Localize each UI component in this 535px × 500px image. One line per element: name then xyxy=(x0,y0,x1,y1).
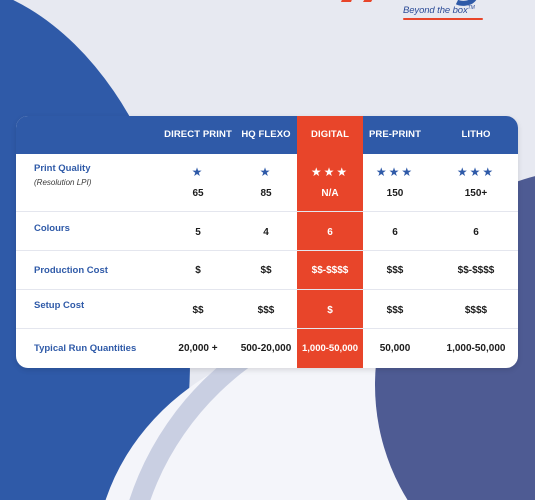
cell-run-quantities-pre-print: 50,000 xyxy=(379,343,411,354)
cell-production-cost-pre-print: $$$ xyxy=(386,265,404,276)
column-header-hq-flexo: HQ FLEXO xyxy=(241,129,291,140)
cell-setup-cost-direct-print: $$ xyxy=(192,305,204,316)
cell-run-quantities-litho: 1,000-50,000 xyxy=(446,343,506,354)
column-header-pre-print: PRE-PRINT xyxy=(368,129,422,140)
rating-stars-hq-flexo: ★ xyxy=(259,165,273,179)
cell-setup-cost-pre-print: $$$ xyxy=(386,305,404,316)
cell-production-cost-hq-flexo: $$ xyxy=(260,265,272,276)
tagline-underline xyxy=(403,18,483,20)
cell-print-quality-litho: 150+ xyxy=(464,188,488,199)
cell-production-cost-direct-print: $ xyxy=(195,265,201,276)
row-label-print-quality: Print Quality xyxy=(34,163,91,174)
cell-colours-digital: 6 xyxy=(327,227,333,238)
row-label-colours: Colours xyxy=(34,223,70,234)
cell-production-cost-digital: $$-$$$$ xyxy=(311,265,349,276)
cell-print-quality-digital: N/A xyxy=(321,188,339,199)
cell-print-quality-pre-print: 150 xyxy=(386,188,404,199)
brand-logo xyxy=(341,0,491,22)
cell-setup-cost-hq-flexo: $$$ xyxy=(257,305,275,316)
cell-setup-cost-digital: $ xyxy=(327,305,333,316)
comparison-table xyxy=(16,116,518,368)
column-header-direct-print: DIRECT PRINT xyxy=(164,129,232,140)
cell-colours-direct-print: 5 xyxy=(195,227,201,238)
cell-print-quality-hq-flexo: 85 xyxy=(260,188,272,199)
cell-colours-pre-print: 6 xyxy=(392,227,398,238)
cell-run-quantities-direct-print: 20,000 + xyxy=(178,343,218,354)
rating-stars-litho: ★★★ xyxy=(456,165,496,179)
rating-stars-digital: ★★★ xyxy=(310,165,350,179)
row-divider xyxy=(16,328,518,329)
cell-run-quantities-digital: 1,000-50,000 xyxy=(302,343,358,354)
row-label-setup-cost: Setup Cost xyxy=(34,300,85,311)
row-label-typical-run-quantities: Typical Run Quantities xyxy=(34,343,137,354)
cell-colours-litho: 6 xyxy=(473,227,479,238)
row-divider xyxy=(16,211,518,212)
column-header-digital: DIGITAL xyxy=(311,129,349,140)
column-header-litho: LITHO xyxy=(461,129,491,140)
cell-colours-hq-flexo: 4 xyxy=(263,227,269,238)
cell-print-quality-direct-print: 65 xyxy=(192,188,204,199)
cell-production-cost-litho: $$-$$$$ xyxy=(457,265,495,276)
row-sublabel-resolution: (Resolution LPI) xyxy=(34,178,92,187)
row-divider xyxy=(16,250,518,251)
rating-stars-direct-print: ★ xyxy=(191,165,205,179)
cell-run-quantities-hq-flexo: 500-20,000 xyxy=(240,343,292,354)
cell-setup-cost-litho: $$$$ xyxy=(464,305,488,316)
row-divider xyxy=(16,289,518,290)
rating-stars-pre-print: ★★★ xyxy=(375,165,415,179)
trademark-mark: TM xyxy=(467,5,475,11)
row-label-production-cost: Production Cost xyxy=(34,265,108,276)
brand-tagline: Beyond the box™ xyxy=(403,5,475,17)
